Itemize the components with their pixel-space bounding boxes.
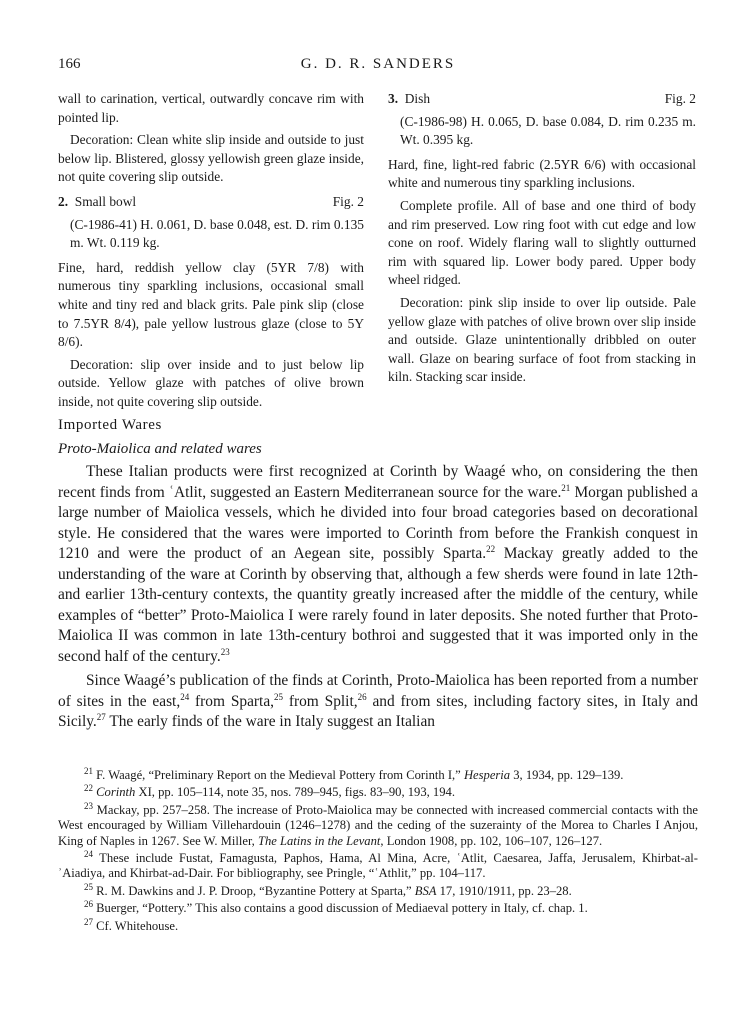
main-body-text bbox=[58, 462, 698, 737]
entry2-decoration: Decoration: slip over inside and to just below lip outside. Yellow glaze with patches of olive brown inside, not quite covering slip outside. bbox=[58, 356, 364, 409]
footnote-26: $^{26}$ Buerger, “Pottery.” This also contains a good discussion of Mediaeval pottery in Italy, cf. chap. 1. bbox=[84, 899, 588, 916]
entry3-heading bbox=[388, 90, 696, 109]
entry3-fig-ref: Fig. 2 bbox=[664, 91, 696, 106]
body-paragraph: Since Waagé’s publication of the finds at Corinth, Proto-Maiolica has been reported from a number of sites in the east,$^{24}$ from Sparta,$^{25}$ from Split,$^{26}$ and from sites, including factory sites, in Italy and Sicily.$^{27}$ The early finds of the ware in Italy suggest an Italian bbox=[58, 672, 699, 730]
page-number: 166 bbox=[58, 56, 81, 72]
entry2-title: Small bowl bbox=[74, 193, 137, 209]
footnote-27: $^{27}$ Cf. Whitehouse. bbox=[84, 916, 179, 933]
entry3-fabric: Hard, fine, light-red fabric (2.5YR 6/6) with occasional white and numerous tiny sparkling inclusions. bbox=[388, 156, 696, 191]
footnote-ref-27[interactable]: 27 bbox=[96, 711, 106, 722]
footnote-23: $^{23}$ Mackay, pp. 257–258. The increase of Proto-Maiolica may be connected with increased commercial contacts with the West encouraged by William Villehardouin (1246–1278) and the ceding of the suzerainty of the Morea to Charles I Anjou, King of Naples in 1267. See W. Miller, The Latins in the Levant, London 1908, pp. 102, 106–107, 126–127. bbox=[58, 800, 698, 848]
entry2-heading bbox=[58, 193, 364, 212]
entry1-decoration: Decoration: Clean white slip inside and outside to just below lip. Blistered, glossy yellowish green glaze inside, not quite covering slip outside. bbox=[58, 132, 364, 185]
entry2-measurements: (C-1986-41) H. 0.061, D. base 0.048, est. D. rim 0.135 m. Wt. 0.119 kg. bbox=[70, 216, 364, 251]
entry3-decoration: Decoration: pink slip inside to over lip outside. Pale yellow glaze with patches of olive brown over slip inside and outside. Glaze unintentionally dribbled on outer wall. Glaze on bearing surface of foot from stacking in kiln. Stacking scar inside. bbox=[388, 294, 696, 385]
catalog-right-column bbox=[388, 90, 696, 391]
body-paragraph: These Italian products were first recognized at Corinth by Waagé who, on considering the then recent finds from ʿAtlit, suggested an Eastern Mediterranean source for the ware.$^{21}$ Morgan published a large number of Maiolica vessels, which he divided into four broad categories based on decorational style. He considered that the wares were imported to Corinth from before the Frankish conquest in 1210 and were the product of an Aegean site, possibly Sparta.$^{22}$ Mackay greatly added to the understanding of the ware at Corinth by observing that, although a few sherds were found in late 12th- and earlier 13th-century contexts, the quantity greatly increased after the middle of the century, while examples of “better” Proto-Maiolica I were rarely found in later deposits. She noted further that Proto-Maiolica II was common in late 13th-century bothroi and suggested that it was imported only in the second half of the century.$^{23}$ bbox=[58, 463, 698, 665]
subsection-heading: Proto-Maiolica and related wares bbox=[58, 441, 262, 457]
footnote-ref-26[interactable]: 26 bbox=[357, 691, 367, 702]
entry3-measurements: (C-1986-98) H. 0.065, D. base 0.084, D. rim 0.235 m. Wt. 0.395 kg. bbox=[400, 113, 696, 148]
entry1-continuation: wall to carination, vertical, outwardly concave rim with pointed lip. bbox=[58, 91, 364, 125]
entry2-number: 2. bbox=[58, 193, 69, 209]
entry2-fig-ref: Fig. 2 bbox=[332, 193, 364, 209]
section-heading: Imported Wares bbox=[58, 417, 162, 433]
footnotes bbox=[58, 765, 698, 936]
footnote-ref-23[interactable]: 23 bbox=[220, 646, 230, 657]
footnote-21: $^{21}$ F. Waagé, “Preliminary Report on the Medieval Pottery from Corinth I,” Hesperia 3, 1934, pp. 129–139. bbox=[84, 765, 624, 782]
entry3-profile: Complete profile. All of base and one third of body and rim preserved. Low ring foot with cut edge and low cone on roof. Widely flaring wall to slightly outturned rim with squared lip. Lower body pared. Upper body wheel ridged. bbox=[388, 197, 696, 288]
footnote-22: $^{22}$ Corinth XI, pp. 105–114, note 35, nos. 789–945, figs. 83–90, 193, 194. bbox=[84, 783, 455, 800]
footnote-24: $^{24}$ These include Fustat, Famagusta, Paphos, Hama, Al Mina, Acre, ʿAtlit, Caesarea, Jaffa, Jerusalem, Khirbat-al-ʾAiadiya, and Khirbat-ad-Dair. For bibliography, see Pringle, “ʿAthlit,” pp. 104–117. bbox=[58, 848, 698, 881]
entry3-title: Dish bbox=[404, 91, 431, 106]
footnote-ref-24[interactable]: 24 bbox=[180, 691, 190, 702]
running-header-author: G. D. R. SANDERS bbox=[300, 56, 456, 72]
footnote-ref-22[interactable]: 22 bbox=[486, 543, 496, 554]
entry2-fabric: Fine, hard, reddish yellow clay (5YR 7/8) with numerous tiny sparkling inclusions, occasional small white and tiny red and black grits. Pale pink slip (close to 7.5YR 8/4), pale yellow lustrous glaze (close to 5Y 8/6). bbox=[58, 259, 364, 350]
footnote-ref-21[interactable]: 21 bbox=[561, 482, 571, 493]
catalog-left-column bbox=[58, 90, 364, 416]
footnote-ref-25[interactable]: 25 bbox=[274, 691, 283, 702]
footnote-25: $^{25}$ R. M. Dawkins and J. P. Droop, “Byzantine Pottery at Sparta,” BSA 17, 1910/1911, pp. 23–28. bbox=[84, 881, 572, 898]
entry3-number: 3. bbox=[388, 91, 399, 106]
